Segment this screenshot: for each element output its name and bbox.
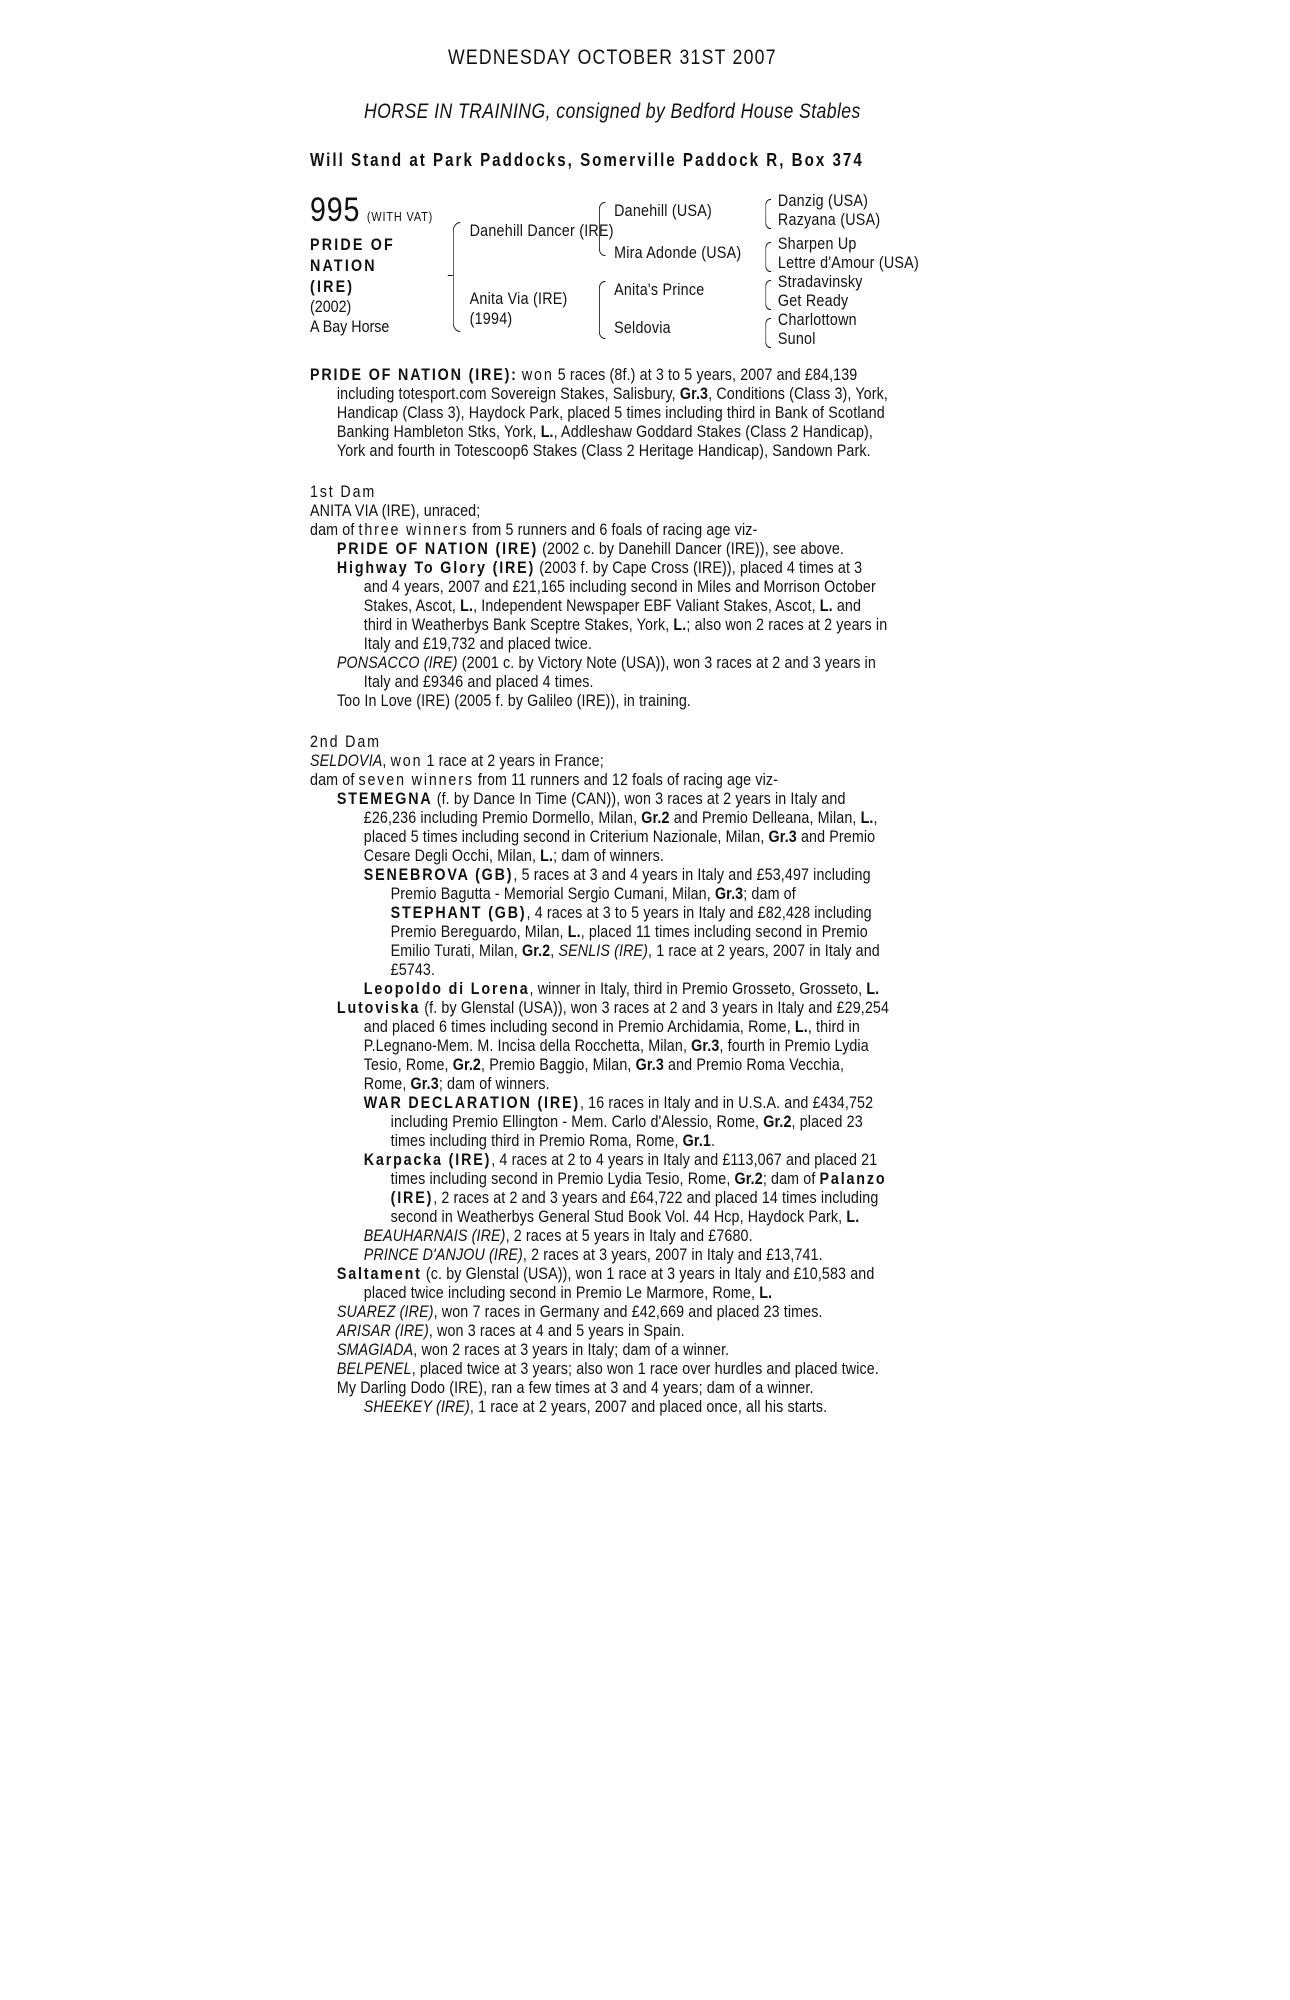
lot-number: 995 xyxy=(310,191,361,229)
produce-item: Leopoldo di Lorena, winner in Italy, third in Premio Grosseto, Grosseto, L. xyxy=(363,979,880,998)
first-dam-heading: 1st Dam xyxy=(310,482,377,501)
catalogue-text xyxy=(310,365,890,1416)
pedigree-sire-sire: Danehill (USA) xyxy=(614,201,713,220)
lot-block xyxy=(310,192,461,337)
horse-description: A Bay Horse xyxy=(310,317,390,336)
pedigree-g7: Charlottown xyxy=(777,310,857,329)
produce-item: SMAGIADA, won 2 races at 3 years in Italy; dam of a winner. xyxy=(336,1340,730,1359)
produce-item: ARISAR (IRE), won 3 races at 4 and 5 years in Spain. xyxy=(336,1321,685,1340)
second-dam-name: SELDOVIA, won 1 race at 2 years in France; xyxy=(310,751,604,770)
produce-item: WAR DECLARATION (IRE), 16 races in Italy and in U.S.A. and £434,752 including Premio Ellington - Mem. Carlo d'Alessio, Rome, Gr.2, placed 23 times including third in Premio Roma, Rome, Gr.1. xyxy=(363,1093,874,1150)
second-dam-produce: dam of seven winners from 11 runners and 12 foals of racing age viz- xyxy=(310,770,779,789)
pedigree-brace xyxy=(453,222,461,332)
horse-name: PRIDE OF NATION (IRE) xyxy=(310,235,395,296)
pedigree-dam: Anita Via (IRE) xyxy=(469,289,568,308)
second-dam-heading: 2nd Dam xyxy=(310,732,381,751)
dam-brace xyxy=(599,281,606,339)
sale-title: HORSE IN TRAINING, consigned by Bedford House Stables xyxy=(363,100,861,123)
pedigree-g2: Razyana (USA) xyxy=(777,210,881,229)
pedigree-sire: Danehill Dancer (IRE) xyxy=(469,221,614,240)
pedigree-g8: Sunol xyxy=(777,329,816,348)
pedigree-g6: Get Ready xyxy=(777,291,849,310)
pedigree-g3: Sharpen Up xyxy=(777,234,857,253)
stand-location: Will Stand at Park Paddocks, Somerville Paddock R, Box 374 xyxy=(310,150,864,170)
produce-item: Too In Love (IRE) (2005 f. by Galileo (IRE)), in training. xyxy=(336,691,692,710)
produce-item: BEAUHARNAIS (IRE), 2 races at 5 years in Italy and £7680. xyxy=(363,1226,753,1245)
pedigree-dam-sire: Anita's Prince xyxy=(614,280,705,299)
produce-item: SENEBROVA (GB), 5 races at 3 and 4 years in Italy and £53,497 including Premio Bagutta - Memorial Sergio Cumani, Milan, Gr.3; dam of STEPHANT (GB), 4 races at 3 to 5 years in Italy and £82,428 including Premio Bereguardo, Milan, L., placed 11 times including second in Premio Emilio Turati, Milan, Gr.2, SENLIS (IRE), 1 race at 2 years, 2007 in Italy and £5743. xyxy=(363,865,880,979)
sire-brace xyxy=(599,202,606,256)
produce-item: Saltament (c. by Glenstal (USA)), won 1 race at 3 years in Italy and £10,583 and placed twice including second in Premio Le Marmore, Rome, L. xyxy=(336,1264,875,1302)
pedigree-dam-dam: Seldovia xyxy=(614,318,671,337)
produce-item: SUAREZ (IRE), won 7 races in Germany and £42,669 and placed 23 times. xyxy=(336,1302,823,1321)
sale-date: WEDNESDAY OCTOBER 31ST 2007 xyxy=(447,46,777,69)
produce-item: PRIDE OF NATION (IRE) (2002 c. by Danehill Dancer (IRE)), see above. xyxy=(336,539,845,558)
race-record: PRIDE OF NATION (IRE): won 5 races (8f.) at 3 to 5 years, 2007 and £84,139 including totesport.com Sovereign Stakes, Salisbury, Gr.3, Conditions (Class 3), York, Handicap (Class 3), Haydock Park, placed 5 times including third in Bank of Scotland Banking Hambleton Stks, York, L., Addleshaw Goddard Stakes (Class 2 Handicap), York and fourth in Totescoop6 Stakes (Class 2 Heritage Handicap), Sandown Park. xyxy=(310,365,888,460)
first-dam-produce: dam of three winners from 5 runners and 6 foals of racing age viz- xyxy=(310,520,758,539)
produce-item: Lutoviska (f. by Glenstal (USA)), won 3 races at 2 and 3 years in Italy and £29,254 and placed 6 times including second in Premio Archidamia, Rome, L., third in P.Legnano-Mem. M. Incisa della Rocchetta, Milan, Gr.3, fourth in Premio Lydia Tesio, Rome, Gr.2, Premio Baggio, Milan, Gr.3 and Premio Roma Vecchia, Rome, Gr.3; dam of winners. xyxy=(336,998,890,1093)
produce-item: My Darling Dodo (IRE), ran a few times at 3 and 4 years; dam of a winner. xyxy=(336,1378,814,1397)
pedigree-dam-year: (1994) xyxy=(469,309,513,328)
produce-item: SHEEKEY (IRE), 1 race at 2 years, 2007 and placed once, all his starts. xyxy=(363,1397,828,1416)
produce-item: BELPENEL, placed twice at 3 years; also won 1 race over hurdles and placed twice. xyxy=(336,1359,879,1378)
g3-brace-3 xyxy=(765,280,771,310)
g3-brace-4 xyxy=(765,318,771,348)
pedigree-g4: Lettre d'Amour (USA) xyxy=(777,253,919,272)
produce-item: Karpacka (IRE), 4 races at 2 to 4 years in Italy and £113,067 and placed 21 times including second in Premio Lydia Tesio, Rome, Gr.2; dam of Palanzo (IRE), 2 races at 2 and 3 years and £64,722 and placed 14 times including second in Weatherbys General Stud Book Vol. 44 Hcp, Haydock Park, L. xyxy=(363,1150,887,1226)
pedigree-sire-dam: Mira Adonde (USA) xyxy=(614,243,742,262)
produce-item: Highway To Glory (IRE) (2003 f. by Cape Cross (IRE)), placed 4 times at 3 and 4 years, 2007 and £21,165 including second in Miles and Morrison October Stakes, Ascot, L., Independent Newspaper EBF Valiant Stakes, Ascot, L. and third in Weatherbys Bank Sceptre Stakes, York, L.; also won 2 races at 2 years in Italy and £19,732 and placed twice. xyxy=(336,558,888,653)
produce-item: STEMEGNA (f. by Dance In Time (CAN)), won 3 races at 2 years in Italy and £26,236 including Premio Dormello, Milan, Gr.2 and Premio Delleana, Milan, L., placed 5 times including second in Criterium Nazionale, Milan, Gr.3 and Premio Cesare Degli Occhi, Milan, L.; dam of winners. xyxy=(336,789,878,865)
produce-item: PONSACCO (IRE) (2001 c. by Victory Note (USA)), won 3 races at 2 and 3 years in Italy and £9346 and placed 4 times. xyxy=(336,653,876,691)
pedigree-g5: Stradavinsky xyxy=(777,272,863,291)
lot-vat: (WITH VAT) xyxy=(366,209,434,224)
first-dam-name: ANITA VIA (IRE), unraced; xyxy=(310,501,481,520)
foaling-year: (2002) xyxy=(310,297,352,316)
g3-brace-1 xyxy=(765,199,771,229)
g3-brace-2 xyxy=(765,242,771,272)
pedigree-g1: Danzig (USA) xyxy=(777,191,869,210)
produce-item: PRINCE D'ANJOU (IRE), 2 races at 3 years, 2007 in Italy and £13,741. xyxy=(363,1245,823,1264)
